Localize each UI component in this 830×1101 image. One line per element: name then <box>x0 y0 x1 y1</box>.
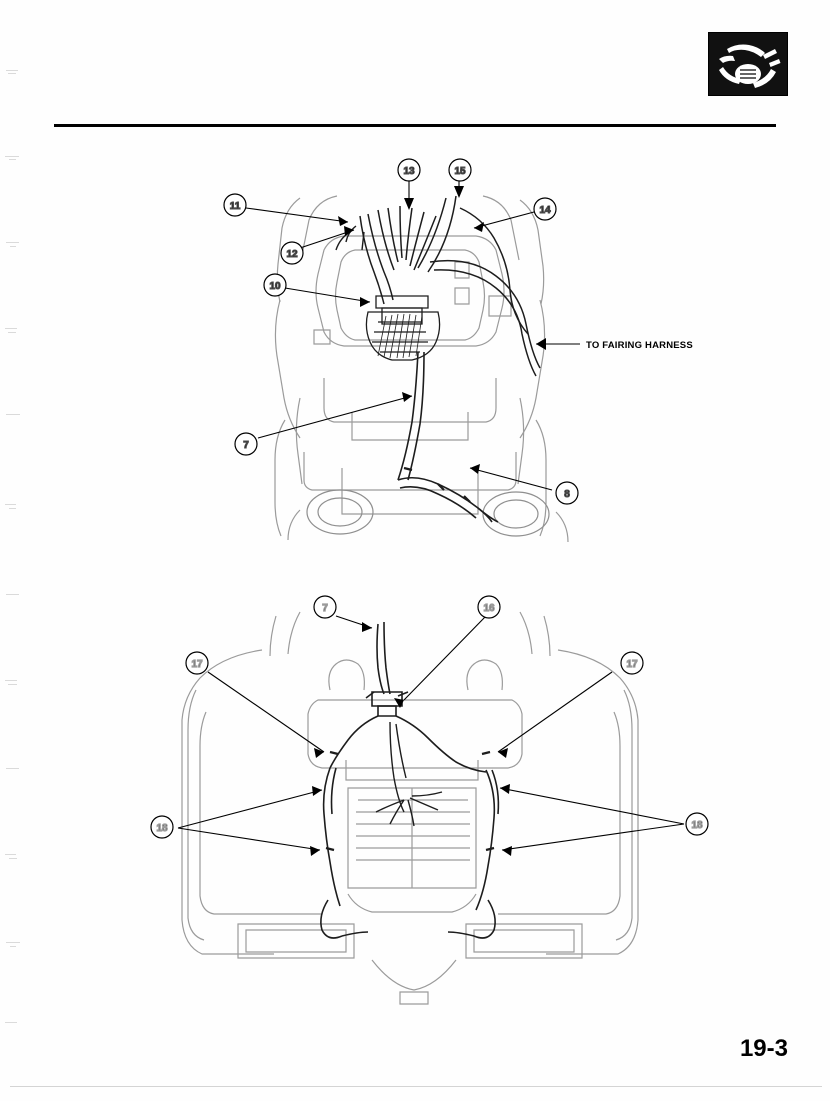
callout-16: 16 <box>483 603 495 614</box>
callout-7-upper: 7 <box>243 440 249 451</box>
callout-11: 11 <box>229 201 241 212</box>
footer-rule <box>10 1086 822 1087</box>
callout-13: 13 <box>403 166 415 177</box>
callout-15: 15 <box>454 166 466 177</box>
callout-18-left: 18 <box>156 823 168 834</box>
callout-10: 10 <box>269 281 281 292</box>
callout-7-lower: 7 <box>322 603 328 614</box>
callout-12: 12 <box>286 249 298 260</box>
fairing-harness-note: TO FAIRING HARNESS <box>586 340 693 351</box>
callout-18-right: 18 <box>691 820 703 831</box>
page-number: 19-3 <box>739 1035 788 1062</box>
lower-harness-routing-figure <box>151 596 708 1004</box>
callout-17-left: 17 <box>191 659 203 670</box>
callout-14: 14 <box>539 205 551 216</box>
callout-17-right: 17 <box>626 659 638 670</box>
upper-harness-routing-figure <box>224 159 580 542</box>
callout-8: 8 <box>564 489 570 500</box>
